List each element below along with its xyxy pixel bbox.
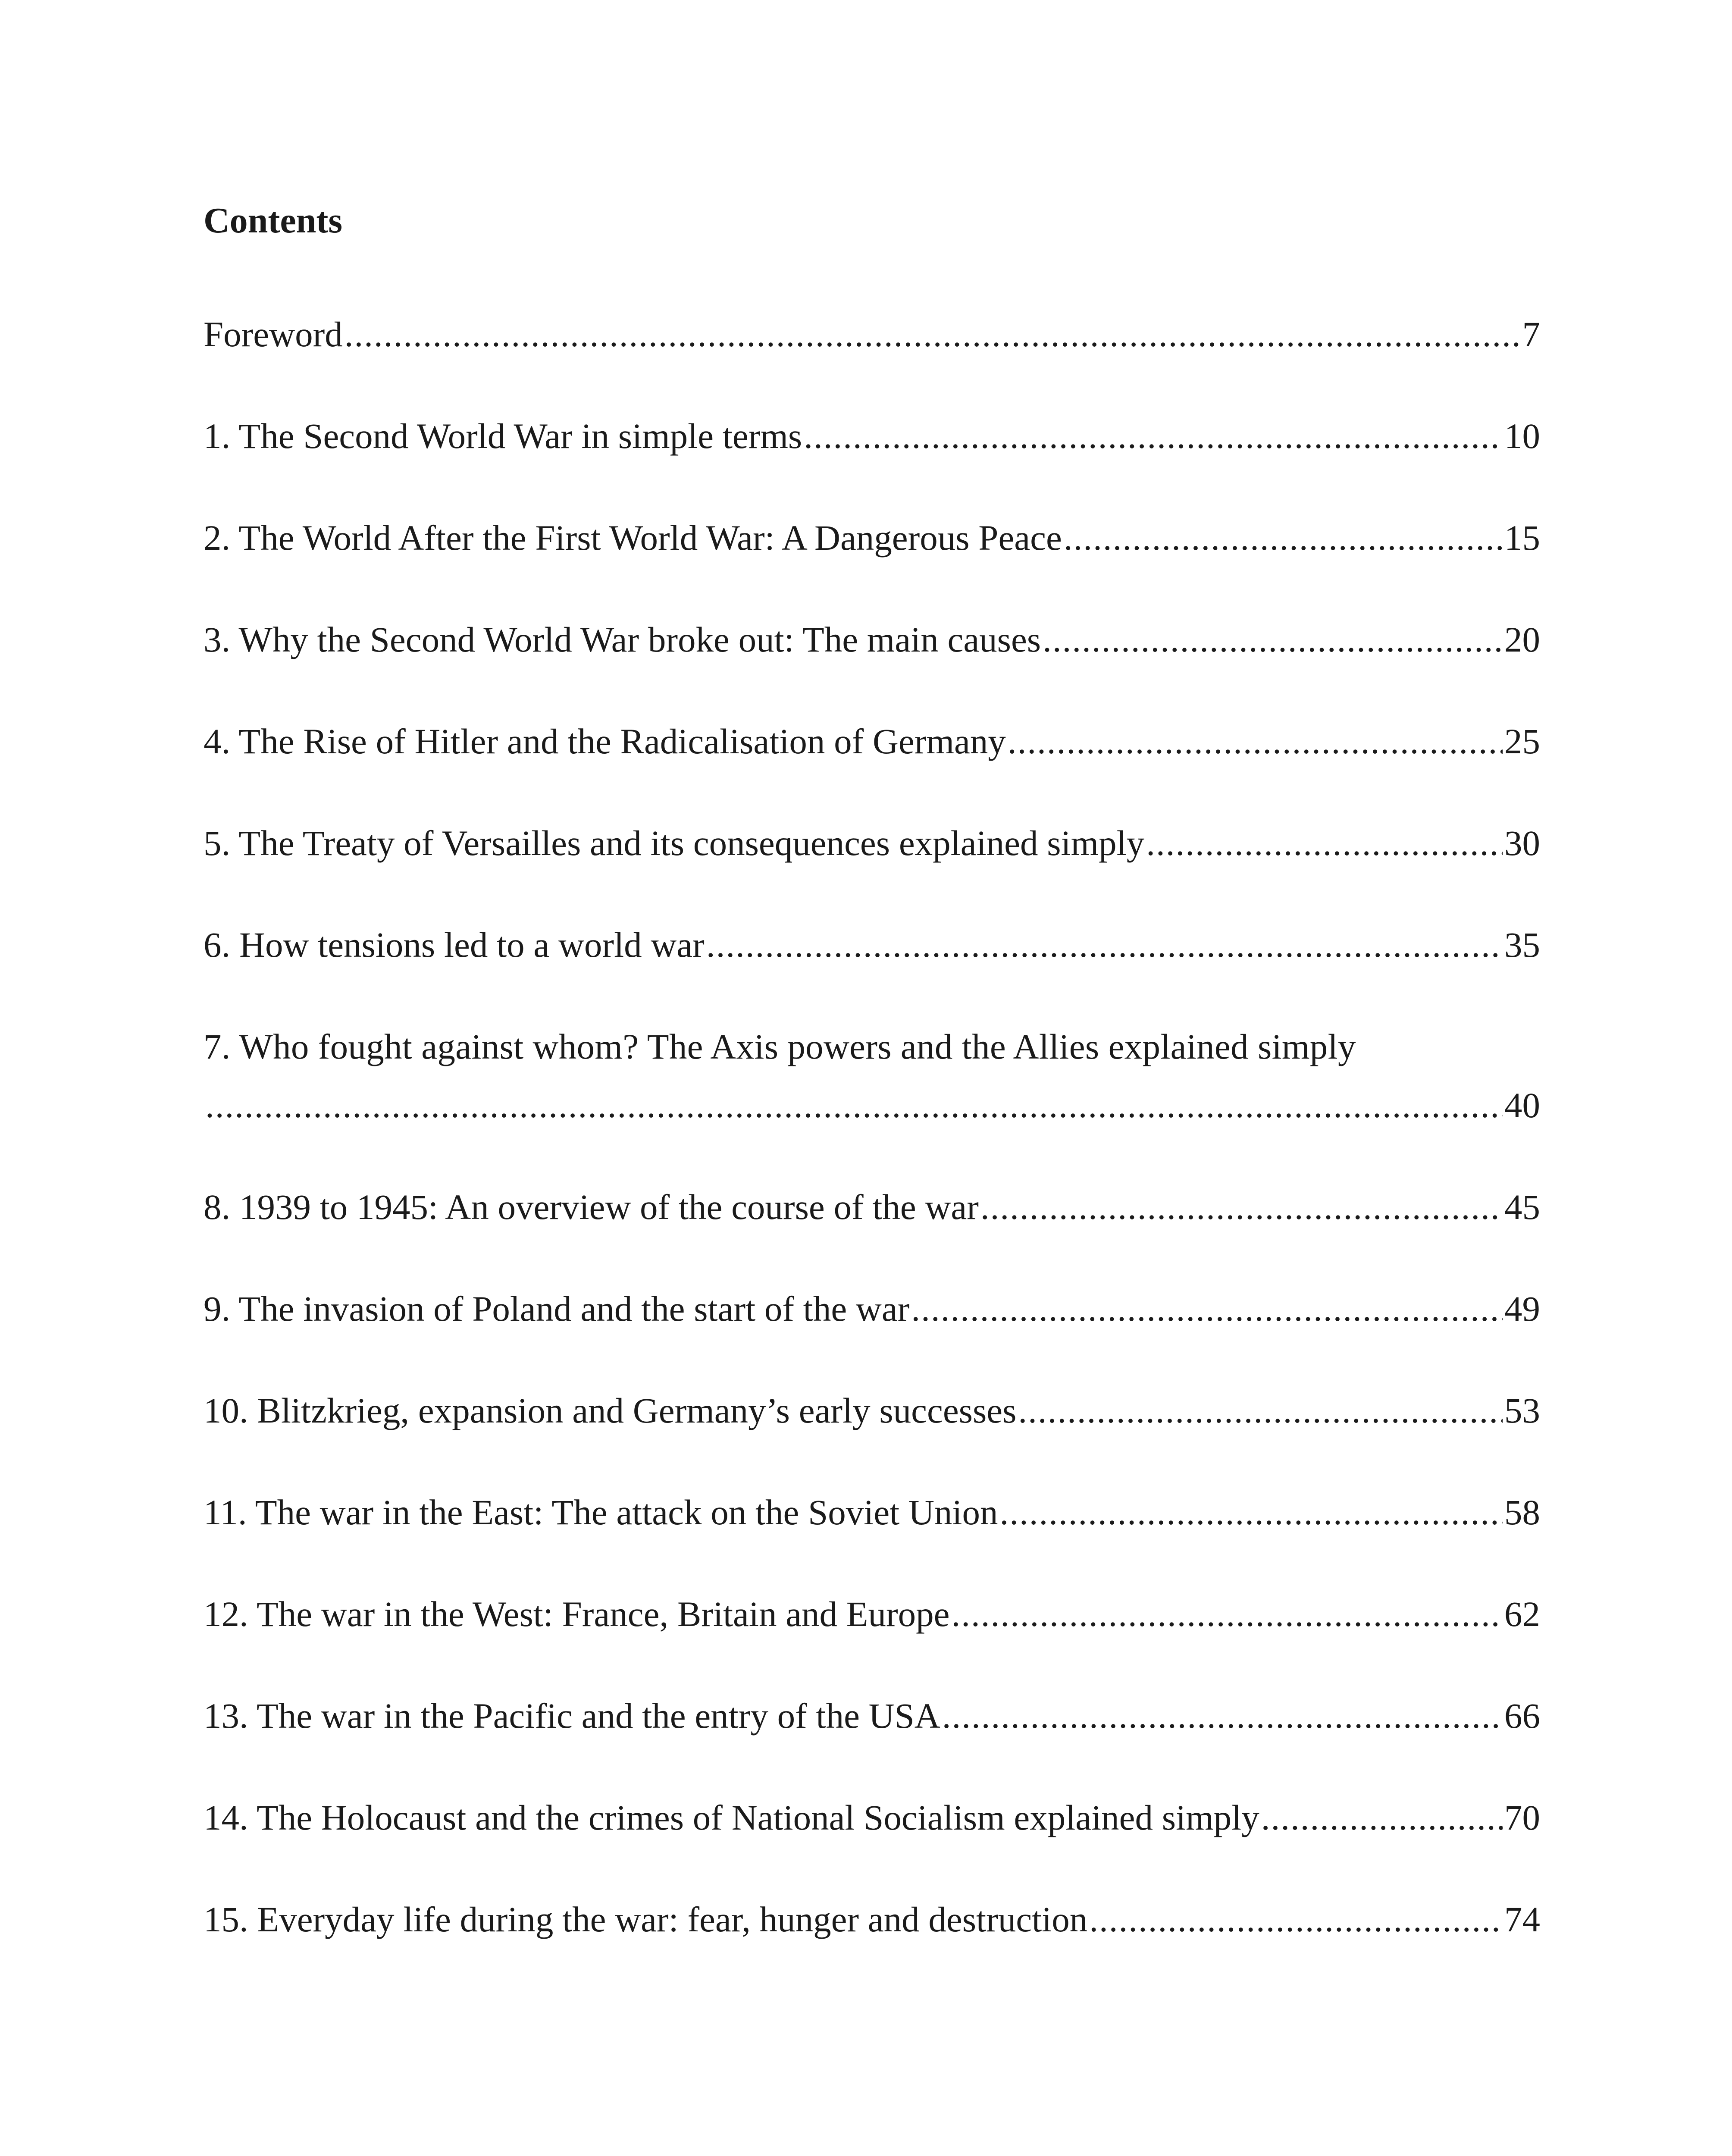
toc-page-number: 62 <box>1504 1594 1540 1634</box>
toc-entry-chapter-6[interactable] <box>204 915 1540 975</box>
toc-page-number: 25 <box>1504 721 1540 761</box>
toc-entry-chapter-7[interactable] <box>204 1016 1540 1135</box>
toc-leader-dots <box>1089 1889 1503 1949</box>
toc-page-number: 20 <box>1504 620 1540 659</box>
contents-heading: Contents <box>204 201 343 241</box>
toc-entry-chapter-4[interactable] <box>204 711 1540 771</box>
toc-entry-title: 8. 1939 to 1945: An overview of the course of the war <box>204 1187 979 1227</box>
toc-entry-title: 12. The war in the West: France, Britain and Europe <box>204 1594 950 1634</box>
toc-leader-dots <box>911 1279 1503 1339</box>
toc-entry-title: 3. Why the Second World War broke out: The main causes <box>204 620 1041 659</box>
toc-entry-title: 5. The Treaty of Versailles and its consequences explained simply <box>204 823 1145 863</box>
toc-page-number: 35 <box>1504 925 1540 965</box>
toc-entry-chapter-13[interactable] <box>204 1686 1540 1746</box>
toc-entry-chapter-14[interactable] <box>204 1787 1540 1848</box>
toc-entry-title: 10. Blitzkrieg, expansion and Germany’s early successes <box>204 1391 1017 1430</box>
toc-entry-title: 11. The war in the East: The attack on the Soviet Union <box>204 1492 998 1532</box>
toc-entry-chapter-10[interactable] <box>204 1380 1540 1441</box>
toc-page-number: 40 <box>1504 1085 1540 1125</box>
toc-entry-chapter-15[interactable] <box>204 1889 1540 1949</box>
toc-page-number: 30 <box>1504 823 1540 863</box>
toc-leader-dots <box>205 1075 1503 1135</box>
toc-page-number: 45 <box>1504 1187 1540 1227</box>
toc-leader-dots <box>942 1686 1503 1746</box>
toc-page-number: 70 <box>1504 1798 1540 1837</box>
toc-page-number: 74 <box>1504 1899 1540 1939</box>
toc-entry-chapter-2[interactable] <box>204 508 1540 568</box>
toc-leader-dots <box>951 1584 1503 1644</box>
toc-entry-chapter-3[interactable] <box>204 609 1540 670</box>
toc-entry-title: 9. The invasion of Poland and the start of the war <box>204 1289 910 1329</box>
toc-entry-title: 6. How tensions led to a world war <box>204 925 705 965</box>
toc-page-number: 49 <box>1504 1289 1540 1329</box>
toc-entry-title: Foreword <box>204 314 343 354</box>
toc-page-number: 7 <box>1522 314 1540 354</box>
toc-entry-chapter-12[interactable] <box>204 1584 1540 1644</box>
toc-entry-chapter-9[interactable] <box>204 1279 1540 1339</box>
toc-leader-dots <box>980 1177 1503 1237</box>
toc-leader-dots <box>1064 508 1503 568</box>
toc-page-number: 53 <box>1504 1391 1540 1430</box>
toc-entry-title: 15. Everyday life during the war: fear, hunger and destruction <box>204 1899 1088 1939</box>
toc-leader-dots <box>345 304 1521 364</box>
toc-entry-title: 2. The World After the First World War: A Dangerous Peace <box>204 518 1062 558</box>
toc-leader-dots <box>1043 609 1503 670</box>
toc-entry-title: 13. The war in the Pacific and the entry of the USA <box>204 1696 940 1736</box>
toc-leader-dots <box>1008 711 1503 771</box>
table-of-contents <box>204 304 1540 1991</box>
toc-entry-title: 4. The Rise of Hitler and the Radicalisation of Germany <box>204 721 1006 761</box>
toc-leader-dots <box>1018 1380 1503 1441</box>
toc-entry-chapter-1[interactable] <box>204 406 1540 466</box>
toc-leader-dots <box>1261 1787 1503 1848</box>
toc-page-number: 66 <box>1504 1696 1540 1736</box>
toc-entry-chapter-11[interactable] <box>204 1482 1540 1542</box>
toc-entry-title: 7. Who fought against whom? The Axis powers and the Allies explained simply <box>204 1027 1356 1066</box>
toc-page-number: 58 <box>1504 1492 1540 1532</box>
toc-entry-title: 1. The Second World War in simple terms <box>204 416 802 456</box>
toc-leader-dots <box>706 915 1503 975</box>
toc-leader-dots <box>1000 1482 1503 1542</box>
toc-page-number: 15 <box>1504 518 1540 558</box>
toc-entry-chapter-5[interactable] <box>204 813 1540 873</box>
toc-leader-dots <box>1146 813 1503 873</box>
toc-page-number: 10 <box>1504 416 1540 456</box>
toc-entry-title: 14. The Holocaust and the crimes of National Socialism explained simply <box>204 1798 1259 1837</box>
toc-entry-foreword[interactable] <box>204 304 1540 364</box>
toc-entry-chapter-8[interactable] <box>204 1177 1540 1237</box>
toc-leader-dots <box>804 406 1503 466</box>
